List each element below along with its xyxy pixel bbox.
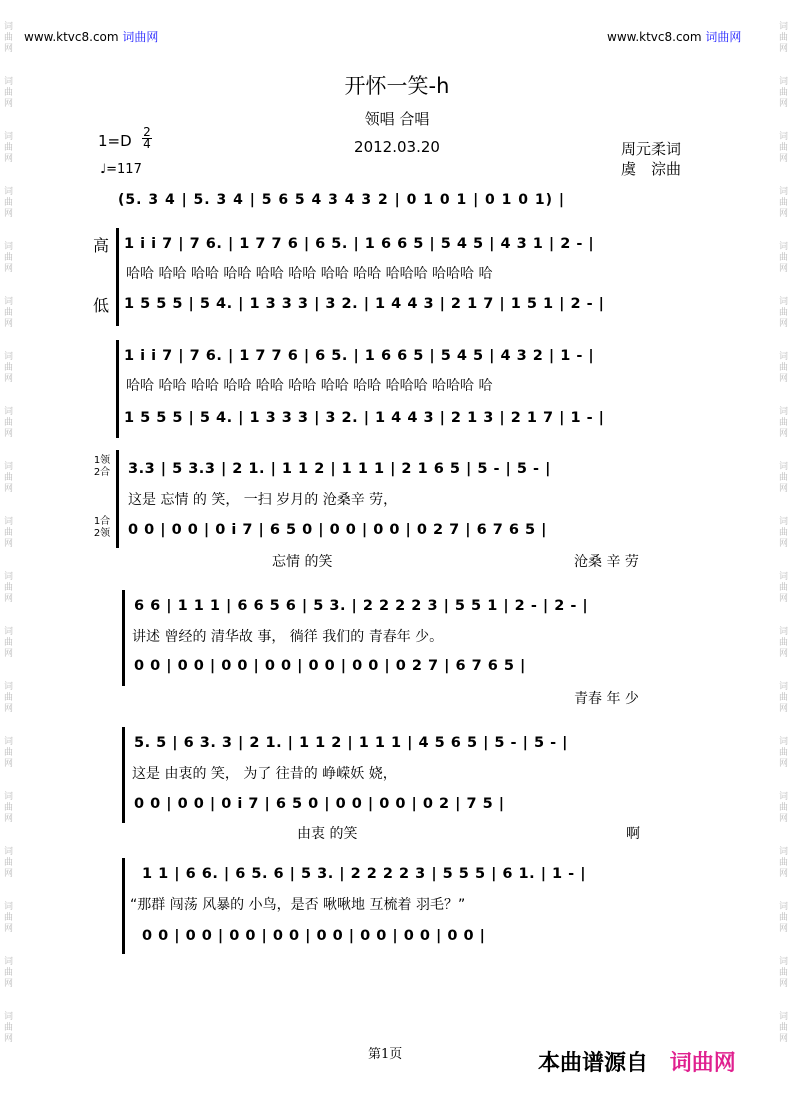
lyricist: 周元柔词 — [621, 140, 682, 158]
watermark-glyph: 网 — [779, 1034, 789, 1044]
system-5-top-lyrics: 这是 由衷的 笑， 为了 往昔的 峥嵘妖 娆， — [132, 766, 397, 782]
system-2-lyrics: 哈哈 哈哈 哈哈 哈哈 哈哈 哈哈 哈哈 哈哈 哈哈哈 哈哈哈 哈 — [126, 378, 493, 394]
watermark-glyph: 曲 — [779, 143, 789, 153]
right-watermark — [779, 0, 789, 1045]
watermark-glyph: 曲 — [779, 473, 789, 483]
watermark-glyph: 网 — [779, 539, 789, 549]
watermark-glyph: 曲 — [779, 858, 789, 868]
system-1-low-notes: 1 5 5 5 | 5 4. | 1 3 3 3 | 3 2. | 1 4 4 3 | 2 1 7 | 1 5 1 | 2 - | — [124, 296, 605, 312]
part-1a: 1领 — [93, 455, 111, 466]
part-2b: 2领 — [93, 528, 111, 539]
watermark-glyph: 曲 — [779, 913, 789, 923]
system-5-bottom-notes: 0 0 | 0 0 | 0 i 7 | 6 5 0 | 0 0 | 0 0 | 0 2 | 7 5 | — [134, 796, 505, 812]
watermark-glyph: 词 — [779, 132, 789, 142]
watermark-glyph: 曲 — [4, 638, 14, 648]
watermark-glyph: 曲 — [4, 143, 14, 153]
watermark-glyph: 曲 — [779, 968, 789, 978]
date: 2012.03.20 — [354, 138, 440, 156]
watermark-glyph: 曲 — [4, 1023, 14, 1033]
watermark-glyph: 曲 — [4, 88, 14, 98]
watermark-glyph: 网 — [4, 154, 14, 164]
system-3-top-lyrics: 这是 忘情 的 笑， 一扫 岁月的 沧桑辛 劳， — [128, 492, 398, 508]
watermark-glyph: 网 — [4, 319, 14, 329]
system-2-high-notes: 1 i i 7 | 7 6. | 1 7 7 6 | 6 5. | 1 6 6 5 | 5 4 5 | 4 3 2 | 1 - | — [124, 348, 595, 364]
watermark-glyph: 网 — [779, 979, 789, 989]
watermark-glyph: 词 — [4, 1012, 14, 1022]
watermark-glyph: 网 — [4, 924, 14, 934]
system-1-bracket — [116, 228, 119, 326]
watermark-glyph: 网 — [4, 979, 14, 989]
system-4-bottom-notes: 0 0 | 0 0 | 0 0 | 0 0 | 0 0 | 0 0 | 0 2 7 | 6 7 6 5 | — [134, 658, 526, 674]
watermark-glyph: 网 — [4, 264, 14, 274]
watermark-glyph: 曲 — [4, 33, 14, 43]
watermark-glyph: 词 — [779, 462, 789, 472]
watermark-glyph: 曲 — [4, 748, 14, 758]
watermark-glyph: 网 — [779, 814, 789, 824]
watermark-glyph: 网 — [4, 649, 14, 659]
header-right-url[interactable]: www.ktvc8.com — [607, 30, 702, 44]
system-5-bracket — [122, 727, 125, 823]
watermark-glyph: 词 — [779, 682, 789, 692]
watermark-glyph: 曲 — [4, 198, 14, 208]
watermark-glyph: 词 — [779, 792, 789, 802]
system-1-high-notes: 1 i i 7 | 7 6. | 1 7 7 6 | 6 5. | 1 6 6 5 | 5 4 5 | 4 3 1 | 2 - | — [124, 236, 595, 252]
watermark-glyph: 网 — [4, 484, 14, 494]
system-6-bottom-notes: 0 0 | 0 0 | 0 0 | 0 0 | 0 0 | 0 0 | 0 0 | 0 0 | — [142, 928, 486, 944]
watermark-glyph: 网 — [4, 209, 14, 219]
watermark-glyph: 曲 — [779, 583, 789, 593]
watermark-glyph: 词 — [4, 737, 14, 747]
part-label-low: 低 — [93, 296, 110, 315]
watermark-glyph: 网 — [4, 594, 14, 604]
part-label-1lead-2chorus — [88, 455, 116, 479]
watermark-glyph: 网 — [779, 99, 789, 109]
system-4-top-notes: 6 6 | 1 1 1 | 6 6 5 6 | 5 3. | 2 2 2 2 3 | 5 5 1 | 2 - | 2 - | — [134, 598, 589, 614]
watermark-glyph: 曲 — [4, 968, 14, 978]
watermark-glyph: 网 — [779, 649, 789, 659]
watermark-glyph: 词 — [4, 847, 14, 857]
tempo-marking: ♩=117 — [100, 162, 142, 177]
part-1b: 2合 — [93, 467, 111, 478]
watermark-glyph: 曲 — [779, 363, 789, 373]
watermark-glyph: 曲 — [779, 308, 789, 318]
key-signature — [98, 132, 132, 150]
page-number: 第1页 — [368, 1047, 403, 1062]
time-sig-top: 2 — [143, 125, 151, 139]
watermark-glyph: 词 — [4, 517, 14, 527]
watermark-glyph: 网 — [4, 44, 14, 54]
watermark-glyph: 词 — [4, 132, 14, 142]
time-signature — [142, 127, 152, 150]
watermark-glyph: 曲 — [779, 253, 789, 263]
watermark-glyph: 曲 — [4, 913, 14, 923]
watermark-glyph: 词 — [4, 22, 14, 32]
watermark-glyph: 词 — [779, 517, 789, 527]
watermark-glyph: 词 — [779, 1012, 789, 1022]
watermark-glyph: 网 — [779, 209, 789, 219]
intro-notation: (5. 3 4 | 5. 3 4 | 5 6 5 4 3 4 3 2 | 0 1 0 1 | 0 1 0 1) | — [118, 192, 566, 208]
system-2-bracket — [116, 340, 119, 438]
system-6-bracket — [122, 858, 125, 954]
header-left-label[interactable]: 词曲网 — [122, 30, 159, 44]
header-left-url[interactable]: www.ktvc8.com — [24, 30, 119, 44]
left-watermark — [4, 0, 14, 1045]
watermark-glyph: 词 — [4, 902, 14, 912]
watermark-glyph: 网 — [779, 484, 789, 494]
watermark-glyph: 词 — [779, 352, 789, 362]
watermark-glyph: 词 — [779, 407, 789, 417]
part-label-high: 高 — [93, 236, 110, 255]
watermark-glyph: 网 — [779, 594, 789, 604]
watermark-glyph: 网 — [779, 264, 789, 274]
watermark-glyph: 网 — [4, 759, 14, 769]
system-3-bottom-lyrics-b: 沧桑 辛 劳 — [574, 554, 639, 570]
system-4-bottom-lyrics: 青春 年 少 — [574, 691, 639, 707]
system-4-bracket — [122, 590, 125, 686]
watermark-glyph: 曲 — [779, 418, 789, 428]
system-3-top-notes: 3.3 | 5 3.3 | 2 1. | 1 1 2 | 1 1 1 | 2 1 6 5 | 5 - | 5 - | — [128, 461, 551, 477]
watermark-glyph: 曲 — [4, 253, 14, 263]
system-1-lyrics: 哈哈 哈哈 哈哈 哈哈 哈哈 哈哈 哈哈 哈哈 哈哈哈 哈哈哈 哈 — [126, 266, 493, 282]
watermark-glyph: 曲 — [779, 1023, 789, 1033]
watermark-glyph: 网 — [779, 704, 789, 714]
watermark-glyph: 曲 — [4, 583, 14, 593]
watermark-glyph: 曲 — [779, 33, 789, 43]
system-3-bottom-notes: 0 0 | 0 0 | 0 i 7 | 6 5 0 | 0 0 | 0 0 | 0 2 7 | 6 7 6 5 | — [128, 522, 547, 538]
footer-site-link[interactable]: 词曲网 — [669, 1051, 736, 1076]
watermark-glyph: 词 — [4, 407, 14, 417]
watermark-glyph: 网 — [779, 429, 789, 439]
watermark-glyph: 词 — [779, 297, 789, 307]
watermark-glyph: 网 — [4, 814, 14, 824]
system-3-bracket — [116, 450, 119, 548]
system-2-low-notes: 1 5 5 5 | 5 4. | 1 3 3 3 | 3 2. | 1 4 4 3 | 2 1 3 | 2 1 7 | 1 - | — [124, 410, 605, 426]
watermark-glyph: 曲 — [779, 528, 789, 538]
watermark-glyph: 词 — [779, 242, 789, 252]
watermark-glyph: 词 — [4, 352, 14, 362]
watermark-glyph: 词 — [4, 957, 14, 967]
subtitle: 领唱 合唱 — [364, 110, 430, 128]
watermark-glyph: 曲 — [4, 803, 14, 813]
watermark-glyph: 网 — [779, 44, 789, 54]
watermark-glyph: 词 — [4, 627, 14, 637]
watermark-glyph: 网 — [779, 759, 789, 769]
header-right — [607, 28, 741, 45]
system-6-top-lyrics: “那群 闯荡 风暴的 小鸟，是否 啾啾地 互梳着 羽毛？” — [130, 897, 466, 913]
watermark-glyph: 曲 — [779, 693, 789, 703]
watermark-glyph: 曲 — [4, 693, 14, 703]
watermark-glyph: 网 — [779, 869, 789, 879]
watermark-glyph: 曲 — [779, 198, 789, 208]
watermark-glyph: 网 — [779, 924, 789, 934]
system-4-top-lyrics: 讲述 曾经的 清华故 事， 徜徉 我们的 青春年 少。 — [132, 629, 444, 645]
page-title: 开怀一笑-h — [344, 74, 450, 98]
watermark-glyph: 词 — [4, 792, 14, 802]
watermark-glyph: 词 — [4, 682, 14, 692]
watermark-glyph: 词 — [779, 627, 789, 637]
time-sig-bottom: 4 — [143, 137, 151, 151]
watermark-glyph: 词 — [779, 187, 789, 197]
watermark-glyph: 词 — [779, 22, 789, 32]
key-label: 1=D — [98, 132, 132, 150]
watermark-glyph: 曲 — [4, 473, 14, 483]
header-right-label[interactable]: 词曲网 — [705, 30, 742, 44]
composer: 虞 淙曲 — [621, 160, 682, 178]
watermark-glyph: 曲 — [779, 88, 789, 98]
watermark-glyph: 曲 — [4, 858, 14, 868]
watermark-glyph: 词 — [4, 187, 14, 197]
watermark-glyph: 词 — [779, 77, 789, 87]
watermark-glyph: 网 — [4, 869, 14, 879]
watermark-glyph: 词 — [779, 847, 789, 857]
watermark-glyph: 网 — [4, 704, 14, 714]
watermark-glyph: 网 — [779, 319, 789, 329]
system-5-bottom-lyrics-b: 啊 — [626, 826, 640, 842]
header-left — [24, 28, 158, 45]
watermark-glyph: 网 — [4, 1034, 14, 1044]
watermark-glyph: 网 — [4, 429, 14, 439]
watermark-glyph: 词 — [779, 572, 789, 582]
watermark-glyph: 网 — [779, 374, 789, 384]
part-2a: 1合 — [93, 516, 111, 527]
watermark-glyph: 词 — [779, 957, 789, 967]
watermark-glyph: 词 — [779, 737, 789, 747]
system-3-bottom-lyrics-a: 忘情 的笑 — [272, 554, 333, 570]
system-6-top-notes: 1 1 | 6 6. | 6 5. 6 | 5 3. | 2 2 2 2 3 | 5 5 5 | 6 1. | 1 - | — [142, 866, 587, 882]
system-5-bottom-lyrics-a: 由衷 的笑 — [297, 826, 358, 842]
footer-source — [538, 1046, 736, 1077]
watermark-glyph: 网 — [4, 539, 14, 549]
part-label-1chorus-2lead — [88, 516, 116, 540]
watermark-glyph: 词 — [4, 572, 14, 582]
watermark-glyph: 词 — [4, 462, 14, 472]
watermark-glyph: 网 — [4, 99, 14, 109]
watermark-glyph: 曲 — [779, 638, 789, 648]
watermark-glyph: 曲 — [779, 803, 789, 813]
watermark-glyph: 曲 — [779, 748, 789, 758]
watermark-glyph: 网 — [4, 374, 14, 384]
watermark-glyph: 词 — [779, 902, 789, 912]
watermark-glyph: 曲 — [4, 308, 14, 318]
watermark-glyph: 网 — [779, 154, 789, 164]
system-5-top-notes: 5. 5 | 6 3. 3 | 2 1. | 1 1 2 | 1 1 1 | 4 5 6 5 | 5 - | 5 - | — [134, 735, 568, 751]
footer-source-text: 本曲谱源自 — [538, 1051, 649, 1076]
watermark-glyph: 词 — [4, 77, 14, 87]
watermark-glyph: 词 — [4, 297, 14, 307]
watermark-glyph: 曲 — [4, 418, 14, 428]
watermark-glyph: 词 — [4, 242, 14, 252]
watermark-glyph: 曲 — [4, 528, 14, 538]
watermark-glyph: 曲 — [4, 363, 14, 373]
